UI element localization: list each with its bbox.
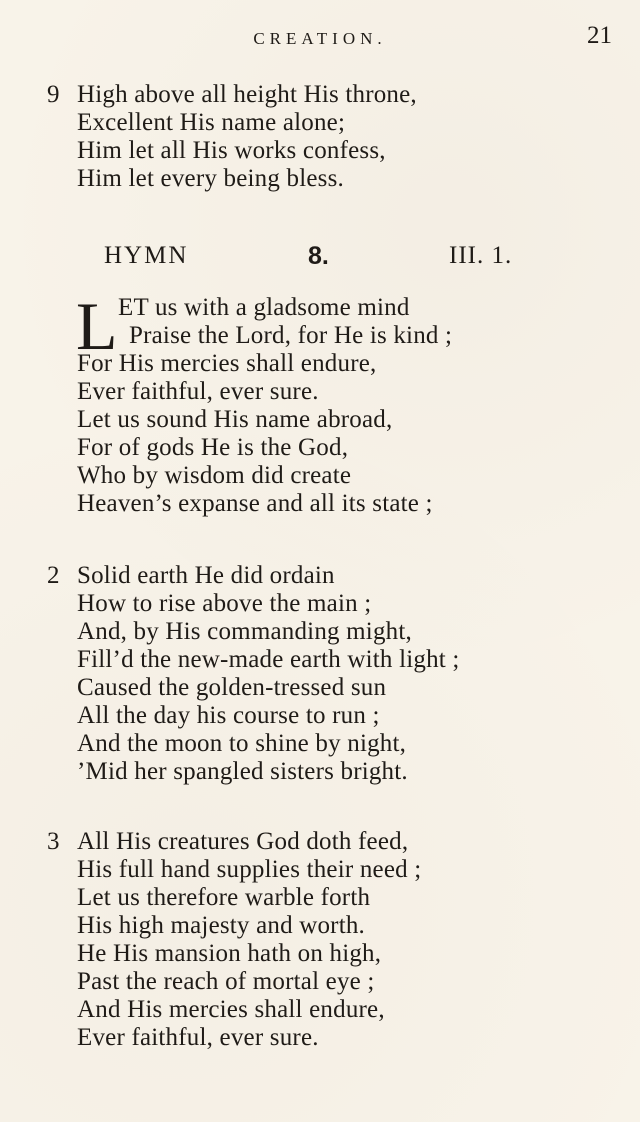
- hymn-number: 8.: [308, 242, 329, 270]
- stanza-line-text: And His mercies shall endure,: [77, 996, 385, 1023]
- hymn-stanza-3: [0, 828, 640, 1052]
- stanza-line-text: His full hand supplies their need ;: [77, 856, 422, 883]
- stanza-line-text: Let us therefore warble forth: [77, 884, 371, 911]
- stanza-line: [0, 1024, 640, 1052]
- stanza-line-text: ’Mid her spangled sisters bright.: [77, 758, 408, 785]
- stanza-line-text: Him let every being bless.: [77, 165, 344, 192]
- stanza-line: [0, 434, 640, 462]
- stanza-line-text: Excellent His name alone;: [77, 109, 346, 136]
- stanza-line-text: Praise the Lord, for He is kind ;: [129, 322, 453, 349]
- stanza-number: 2: [47, 562, 60, 589]
- stanza-line: [0, 884, 640, 912]
- stanza-line: [0, 856, 640, 884]
- hymn-heading: [0, 240, 640, 272]
- page-number: 21: [587, 22, 612, 49]
- stanza-line-text: All the day his course to run ;: [77, 702, 380, 729]
- stanza-line-text: Caused the golden-tressed sun: [77, 674, 387, 701]
- stanza-line: [0, 646, 640, 674]
- stanza-line-text: Solid earth He did ordain: [77, 562, 335, 589]
- running-header-title: CREATION.: [253, 29, 387, 48]
- stanza-line-text: And, by His commanding might,: [77, 618, 412, 645]
- stanza-line: [0, 758, 640, 786]
- stanza-line-text: Past the reach of mortal eye ;: [77, 968, 375, 995]
- stanza-line: [0, 912, 640, 940]
- stanza-line: [0, 996, 640, 1024]
- stanza-line-text: Fill’d the new-made earth with light ;: [77, 646, 460, 673]
- stanza-line: [0, 490, 640, 518]
- stanza-line-text: And the moon to shine by night,: [77, 730, 407, 757]
- stanza-line-text: High above all height His throne,: [77, 81, 417, 108]
- hymn-meter: III. 1.: [449, 242, 513, 269]
- stanza-line: [0, 137, 640, 165]
- stanza-number: 3: [47, 828, 60, 855]
- stanza-line: [0, 968, 640, 996]
- stanza-line: [0, 350, 640, 378]
- stanza-line: [0, 562, 640, 590]
- stanza-line: [0, 730, 640, 758]
- stanza-line-text: How to rise above the main ;: [77, 590, 372, 617]
- drop-cap: L: [76, 288, 118, 364]
- stanza-line: [0, 674, 640, 702]
- stanza-line-text: Ever faithful, ever sure.: [77, 378, 319, 405]
- stanza-line: [0, 378, 640, 406]
- stanza-line-text: Who by wisdom did create: [77, 462, 352, 489]
- stanza-line-text: For of gods He is the God,: [77, 434, 349, 461]
- hymn-stanza-2: [0, 562, 640, 786]
- stanza-line-text: Ever faithful, ever sure.: [77, 1024, 319, 1051]
- stanza-line: [0, 702, 640, 730]
- stanza-line: [0, 828, 640, 856]
- stanza-line: [0, 109, 640, 137]
- stanza-line: [0, 165, 640, 193]
- hymn-stanza-1: [0, 288, 640, 518]
- stanza-line-text: ET us with a gladsome mind: [118, 294, 410, 321]
- stanza-line: [0, 294, 640, 322]
- stanza-line-text: For His mercies shall endure,: [77, 350, 377, 377]
- stanza-line: [0, 81, 640, 109]
- hymn-label: HYMN: [104, 242, 189, 269]
- stanza-line: [0, 940, 640, 968]
- stanza-line: [0, 590, 640, 618]
- stanza-line: [0, 462, 640, 490]
- stanza-line-text: Him let all His works confess,: [77, 137, 386, 164]
- stanza-line: [0, 406, 640, 434]
- stanza-line: [0, 322, 640, 350]
- previous-hymn-stanza-9: [0, 81, 640, 193]
- stanza-line-text: Heaven’s expanse and all its state ;: [77, 490, 433, 517]
- stanza-line-text: All His creatures God doth feed,: [77, 828, 409, 855]
- stanza-line-text: He His mansion hath on high,: [77, 940, 382, 967]
- stanza-line-text: Let us sound His name abroad,: [77, 406, 393, 433]
- stanza-number: 9: [47, 81, 60, 108]
- stanza-line-text: His high majesty and worth.: [77, 912, 366, 939]
- stanza-line: [0, 618, 640, 646]
